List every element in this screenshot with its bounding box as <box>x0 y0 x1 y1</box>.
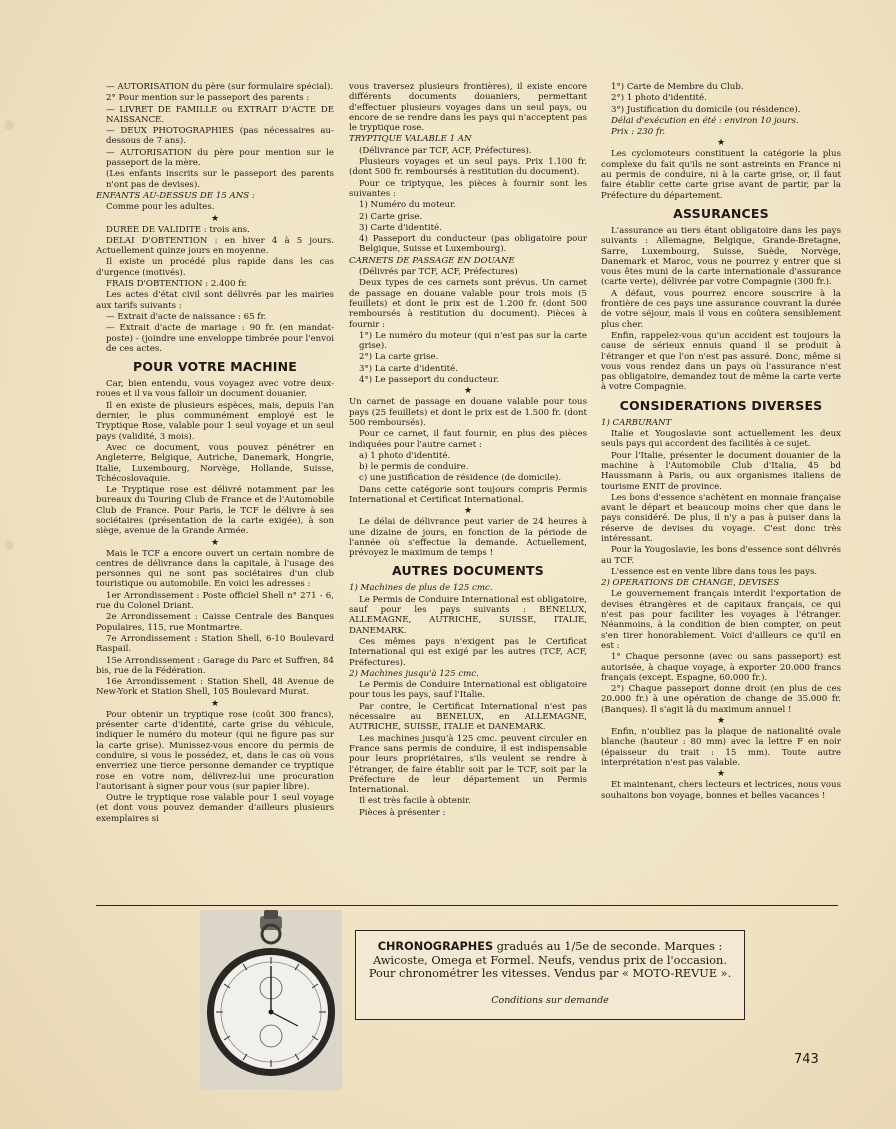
classified-ad-box <box>355 930 745 1020</box>
paragraph: Pour ce triptyque, les pièces à fournir sont les suivantes : <box>349 178 587 199</box>
ad-conditions: Conditions sur demande <box>491 995 609 1006</box>
paragraph: Pour obtenir un tryptique rose (coût 300 francs), présenter carte d'identité, carte grise du véhicule, indiquer le numéro du moteur (qui ne figure pas sur la carte grise). Munissez-vous encore du permis de conduire, si vous le possédez, et, dans le cas où vous enverriez une tierce personne demander ce tryptique rose en votre nom, délivrez-lui une procuration l'autorisant à signer pour vous (sur papier libre). <box>96 709 334 792</box>
ad-line-1: gradués au 1/5e de seconde. <box>496 940 661 953</box>
paragraph: Plusieurs voyages et un seul pays. Prix 1.100 fr. (dont 500 fr. remboursés à restitution du document). <box>349 157 587 178</box>
list-item: 2) Carte grise. <box>359 211 423 222</box>
star-separator: ★ <box>716 716 726 727</box>
paragraph: FRAIS D'OBTENTION : 2.400 fr. <box>106 279 248 290</box>
list-item: 3°) Justification du domicile (ou résidence). <box>611 104 801 115</box>
subheading: TRYPTIQUE VALABLE 1 AN <box>349 134 472 145</box>
star-separator: ★ <box>210 213 220 224</box>
horizontal-rule <box>96 905 838 906</box>
star-separator: ★ <box>463 386 473 397</box>
list-item: 3) Carte d'identité. <box>359 222 442 233</box>
list-item: a) 1 photo d'identité. <box>359 450 451 461</box>
paragraph: 16e Arrondissement : Station Shell, 48 Avenue de New-York et Station Shell, 105 Boulevard Murat. <box>96 677 334 698</box>
paragraph: Avec ce document, vous pouvez pénétrer en Angleterre, Belgique, Autriche, Danemark, Hongrie, Italie, Luxembourg, Norvège, Hollande, Suisse, Tchécoslovaquie. <box>96 442 334 484</box>
paragraph: Pour l'Italie, présenter le document douanier de la machine à l'Automobile Club d'Italia, 45 bd Haussmann à Paris, ou aux organismes italiens de tourisme ENIT de province. <box>601 450 841 492</box>
star-separator: ★ <box>463 506 473 517</box>
list-item: 1°) Le numéro du moteur (qui n'est pas sur la carte grise). <box>359 330 587 352</box>
paragraph: 7e Arrondissement : Station Shell, 6-10 Boulevard Raspail. <box>96 633 334 655</box>
list-item: c) une justification de résidence (de domicile). <box>359 473 562 484</box>
paragraph: Les bons d'essence s'achètent en monnaie française avant le départ et beaucoup moins cher que dans le pays considéré. De plus, il n'y a pas à puiser dans la réserve de devises du voyage. C'est donc très intéressant. <box>601 492 841 544</box>
paragraph: 1er Arrondissement : Poste officiel Shell n° 271 - 6, rue du Colonel Driant. <box>96 590 334 612</box>
subheading: 1) Machines de plus de 125 cmc. <box>349 583 493 594</box>
subheading: CARNETS DE PASSAGE EN DOUANE <box>349 255 515 266</box>
text-column-2 <box>349 82 587 902</box>
list-item: 2°) 1 photo d'identité. <box>611 93 707 104</box>
paragraph: Le Tryptique rose est délivré notamment par les bureaux du Touring Club de France et de l'Automobile Club de France. Pour Paris, le TCF le délivre à ses sociétaires (présentation de la carte exigée), à son siège, avenue de la Grande Armée. <box>96 485 334 537</box>
paragraph: — Extrait d'acte de naissance : 65 fr. <box>106 311 267 322</box>
stopwatch-icon <box>200 910 342 1090</box>
page-number: 743 <box>794 1052 819 1067</box>
paragraph: Par contre, le Certificat International n'est pas nécessaire au BENELUX, en ALLEMAGNE, AUTRICHE, SUISSE, ITALIE et DANEMARK. <box>349 701 587 733</box>
paragraph: DUREE DE VALIDITE : trois ans. <box>106 224 250 235</box>
list-item: 1) Numéro du moteur. <box>359 200 456 211</box>
paragraph: Les actes d'état civil sont délivrés par les mairies aux tarifs suivants : <box>96 290 334 311</box>
paragraph: Les cyclomoteurs constituent la catégorie la plus complexe du fait qu'ils ne sont astreints en France ni au permis de conduire, ni à la carte grise, or, il faut faire établir cette carte grise avant de partir, par la Préfecture du département. <box>601 149 841 201</box>
paragraph: (Délivrance par TCF, ACF, Préfectures). <box>359 145 532 156</box>
text-column-3 <box>601 82 841 902</box>
paragraph: (Les enfants inscrits sur le passeport des parents n'ont pas de devises). <box>106 169 334 190</box>
paragraph: L'essence est en vente libre dans tous les pays. <box>611 566 818 577</box>
paragraph: 1° Chaque personne (avec ou sans passeport) est autorisée, à chaque voyage, à exporter 20.000 francs français (except. Espagne, 60.000 fr.). <box>601 652 841 683</box>
paragraph: Le délai de délivrance peut varier de 24 heures à une dizaine de jours, en fonction de la période de l'année où s'effectue la demande. Actuellement, prévoyez le maximum de temps ! <box>349 517 587 559</box>
paragraph: — AUTORISATION du père pour mention sur le passeport de la mère. <box>106 147 334 169</box>
paragraph: Pour la Yougoslavie, les bons d'essence sont délivrés au TCF. <box>601 545 841 566</box>
paragraph: — AUTORISATION du père (sur formulaire spécial). <box>106 82 334 92</box>
list-item: 1°) Carte de Membre du Club. <box>611 82 744 92</box>
paragraph: Comme pour les adultes. <box>106 202 215 213</box>
stopwatch-photo <box>200 910 342 1090</box>
paragraph: Ces mêmes pays n'exigent pas le Certificat International qui est exigé par les autres (TCF, ACF, Préfectures). <box>349 636 587 668</box>
binding-hole <box>4 120 14 130</box>
list-item: 3°) La carte d'identité. <box>359 363 458 374</box>
paragraph: Outre le tryptique rose valable pour 1 seul voyage (et dont vous pouvez demander d'ailleurs plusieurs exemplaires si <box>96 793 334 824</box>
section-heading: AUTRES DOCUMENTS <box>392 563 544 579</box>
star-separator: ★ <box>716 769 726 780</box>
paragraph: Car, bien entendu, vous voyagez avec votre deux-roues et il va vous falloir un document douanier. <box>96 379 334 400</box>
star-separator: ★ <box>716 138 726 149</box>
list-item: 2°) La carte grise. <box>359 352 439 363</box>
paragraph: DELAI D'OBTENTION : en hiver 4 à 5 jours. Actuellement quinze jours en moyenne. <box>96 235 334 257</box>
paragraph: 2°) Chaque passeport donne droit (en plus de ces 20.000 fr.) à une opération de change de 35.000 fr. (Banques). Il s'agit là du maximum annuel ! <box>601 684 841 715</box>
paragraph: Mais le TCF a encore ouvert un certain nombre de centres de délivrance dans la capitale, à l'usage des personnes qui ne sont pas sociétaires d'un club touristique ou automobile. En voici les adresses : <box>96 548 334 590</box>
paragraph: Délai d'exécution en été : environ 10 jours. <box>611 115 799 126</box>
section-heading: CONSIDERATIONS DIVERSES <box>619 397 823 413</box>
paragraph: Deux types de ces carnets sont prévus. Un carnet de passage en douane valable pour trois mois (5 feuillets) et dont le prix est de 1.200 fr. (dont 500 remboursés à restitution du document). Pièces à fournir : <box>349 278 587 330</box>
paragraph: Pour ce carnet, il faut fournir, en plus des pièces indiquées pour l'autre carnet : <box>349 429 587 450</box>
paragraph: Italie et Yougoslavie sont actuellement les deux seuls pays qui accordent des facilités à ce sujet. <box>601 429 841 450</box>
paragraph: Le Permis de Conduire International est obligatoire, sauf pour les pays suivants : BENELUX, ALLEMAGNE, AUTRICHE, SUISSE, ITALIE, DANEMARK. <box>349 594 587 636</box>
paragraph: — Extrait d'acte de mariage : 90 fr. (en mandat-poste) - (joindre une enveloppe timbrée pour l'envoi de ces actes. <box>106 323 334 354</box>
ad-brand: CHRONOGRAPHES <box>377 940 494 953</box>
paragraph: 2e Arrondissement : Caisse Centrale des Banques Populaires, 115, rue Montmartre. <box>96 612 334 633</box>
paragraph: Le gouvernement français interdit l'exportation de devises étrangères et de capitaux français, ce qui n'est pas pour faciliter les voyages à l'étranger. Néanmoins, à la condition de bien compter, on peut s'en tirer honorablement. Voici d'ailleurs ce qu'il en est : <box>601 589 841 651</box>
paragraph: Le Permis de Conduire International est obligatoire pour tous les pays, sauf l'Italie. <box>349 680 587 701</box>
paragraph: Enfin, rappelez-vous qu'un accident est toujours la cause de sérieux ennuis quand il se produit à l'étranger et que l'on n'est pas assuré. Donc, même si vous vous rendez dans un pays où l'assurance n'est pas obligatoire, demandez tout de même la carte verte à votre Compagnie. <box>601 330 841 393</box>
text-column-1 <box>96 82 334 902</box>
subheading: 2) Machines jusqu'à 125 cmc. <box>349 668 479 679</box>
paragraph: Pièces à présenter : <box>359 807 446 818</box>
paragraph: A défaut, vous pourrez encore souscrire à la frontière de ces pays une assurance couvrant la durée de votre séjour, mais il vous en coûtera sensiblement plus cher. <box>601 288 841 330</box>
paragraph: (Délivrés par TCF, ACF, Préfectures) <box>359 267 518 278</box>
paragraph: 15e Arrondissement : Garage du Parc et Suffren, 84 bis, rue de la Fédération. <box>96 655 334 676</box>
paragraph: vous traversez plusieurs frontières), il existe encore différents documents douaniers, permettant d'effectuer plusieurs voyages dans un seul pays, ou encore de se rendre dans les pays qui n'acceptent pas le tryptique rose. <box>349 82 587 134</box>
paragraph: — LIVRET DE FAMILLE ou EXTRAIT D'ACTE DE NAISSANCE. <box>106 104 334 125</box>
star-separator: ★ <box>210 698 220 709</box>
paragraph: Il en existe de plusieurs espèces, mais, depuis l'an dernier, le plus communément employé est le Tryptique Rose, valable pour 1 seul voyage et un seul pays (validité, 3 mois). <box>96 400 334 442</box>
subheading: 1) CARBURANT <box>601 417 672 428</box>
star-separator: ★ <box>210 537 220 548</box>
paragraph: Il est très facile à obtenir. <box>359 796 472 807</box>
subheading: 2) OPERATIONS DE CHANGE, DEVISES <box>601 578 780 589</box>
list-item: b) le permis de conduire. <box>359 462 469 473</box>
paragraph: Un carnet de passage en douane valable pour tous pays (25 feuillets) et dont le prix est de 1.500 fr. (dont 500 remboursés). <box>349 397 587 428</box>
paragraph: Enfin, n'oubliez pas la plaque de nationalité ovale blanche (hauteur : 80 mm) avec la lettre F en noir (épaisseur du trait : 15 mm). Toute autre interprétation n'est pas valable. <box>601 727 841 768</box>
paragraph: 2° Pour mention sur le passeport des parents : <box>106 93 310 104</box>
binding-hole <box>4 540 14 550</box>
list-item: 4) Passeport du conducteur (pas obligatoire pour Belgique, Suisse et Luxembourg). <box>359 234 587 255</box>
paragraph: Et maintenant, chers lecteurs et lectrices, nous vous souhaitons bon voyage, bonnes et belles vacances ! <box>601 780 841 801</box>
paragraph: Dans cette catégorie sont toujours compris Permis International et Certificat International. <box>349 484 587 505</box>
paragraph: Il existe un procédé plus rapide dans les cas d'urgence (motivés). <box>96 257 334 278</box>
list-item: 4°) Le passeport du conducteur. <box>359 375 499 386</box>
subheading: ENFANTS AU-DESSUS DE 15 ANS : <box>96 190 255 201</box>
paragraph: — DEUX PHOTOGRAPHIES (pas nécessaires au-dessous de 7 ans). <box>106 126 334 147</box>
ad-text <box>368 940 732 981</box>
ad-line-2: Marques : Awicoste, Omega et Formel. Neufs, vendus prix de l'occasion. Pour chronométrer les vitesses. Vendus par « MOTO-REVUE ». <box>368 940 732 980</box>
section-heading: POUR VOTRE MACHINE <box>132 359 298 375</box>
paragraph: Les machines jusqu'à 125 cmc. peuvent circuler en France sans permis de conduire, il est indispensable pour leurs propriétaires, s'ils veulent se rendre à l'étranger, de faire établir soit par le TCF, soit par la Préfecture de leur département un Permis International. <box>349 733 587 796</box>
section-heading: ASSURANCES <box>673 205 769 221</box>
paragraph: L'assurance au tiers étant obligatoire dans les pays suivants : Allemagne, Belgique, Grande-Bretagne, Sarre, Luxembourg, Suisse, Suède, Norvège, Danemark et Maroc, vous ne pourrez y entrer que si vous êtes muni de la carte internationale d'assurance (carte verte), délivrée par votre Compagnie (300 fr.). <box>601 225 841 288</box>
paragraph: Prix : 230 fr. <box>611 127 666 138</box>
